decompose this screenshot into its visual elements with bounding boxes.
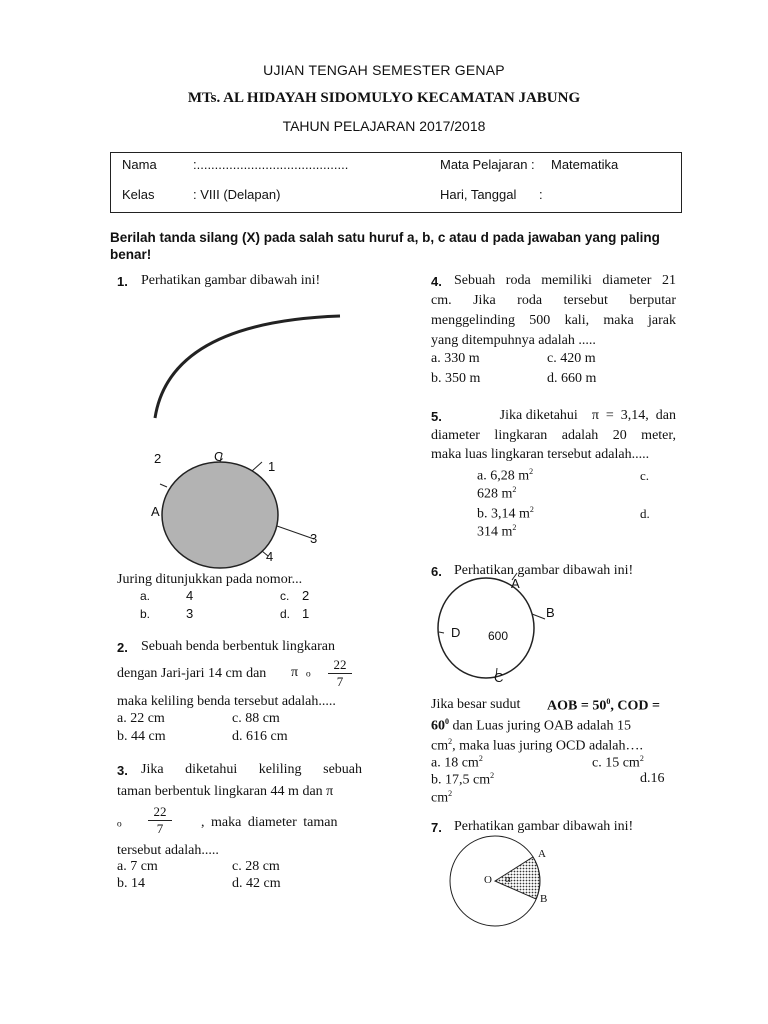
q2-frac-den: 7 — [336, 674, 344, 689]
q3-frac-num: 22 — [148, 804, 172, 821]
q1-option-c[interactable]: c. — [280, 589, 290, 603]
q5-option-c-sup: 2 — [512, 485, 517, 494]
q5-option-d-text: 314 m — [477, 524, 513, 540]
q6-option-a-text: a. 18 cm — [431, 755, 479, 771]
q1-option-d[interactable]: d. — [280, 607, 291, 621]
q7-number: 7. — [431, 820, 442, 835]
q5-line2: diameter lingkaran adalah 20 meter, — [431, 428, 676, 443]
q1-label-2: 2 — [154, 451, 162, 466]
q6-cod: , COD = — [610, 698, 660, 714]
q6-option-c-text: c. 15 cm — [592, 755, 640, 771]
hari-label: Hari, Tanggal — [440, 187, 517, 202]
q6-number: 6. — [431, 564, 442, 579]
q6-option-b-text: b. 17,5 cm — [431, 772, 491, 788]
q3-option-d[interactable]: d. 42 cm — [232, 876, 281, 891]
q1-label-1: 1 — [268, 459, 276, 474]
instruction-line2: benar! — [110, 247, 152, 262]
q6-aob: AOB = 50 — [547, 698, 607, 714]
q4-number: 4. — [431, 274, 442, 289]
q1-option-a-value[interactable]: 4 — [186, 588, 194, 603]
q2-pi: π — [291, 665, 299, 680]
q6-text: Perhatikan gambar dibawah ini! — [454, 563, 634, 578]
q1-label-a: A — [151, 504, 160, 519]
q5-option-c[interactable]: c. — [640, 468, 650, 483]
q6-label-c: C — [494, 670, 504, 685]
q6-label-d: D — [451, 625, 461, 640]
q2-option-d[interactable]: d. 616 cm — [232, 729, 288, 744]
instruction-line1: Berilah tanda silang (X) pada salah satu huruf a, b, c atau d pada jawaban yang paling — [110, 230, 660, 245]
q1-option-c-value[interactable]: 2 — [302, 588, 310, 603]
q6-line2-rest: dan Luas juring OAB adalah 15 — [449, 718, 631, 734]
q6-label-b: B — [546, 605, 555, 620]
school-name: MTs. AL HIDAYAH SIDOMULYO KECAMATAN JABUNG — [187, 90, 581, 106]
q1-option-b-value[interactable]: 3 — [186, 606, 194, 621]
q6-cod-deg: 0 — [445, 717, 449, 726]
q2-number: 2. — [117, 640, 128, 655]
q7-text: Perhatikan gambar dibawah ini! — [454, 819, 634, 834]
q3-line4: tersebut adalah..... — [117, 843, 219, 858]
q2-line1: Sebuah benda berbentuk lingkaran — [141, 639, 335, 654]
q5-number: 5. — [431, 409, 442, 424]
q1-option-a[interactable]: a. — [140, 589, 151, 603]
q6-label-angle: 600 — [488, 629, 509, 643]
q1-option-d-value[interactable]: 1 — [302, 606, 310, 621]
mapel-value: Matematika — [551, 157, 619, 172]
q1-option-b[interactable]: b. — [140, 607, 151, 621]
q3-number: 3. — [117, 763, 128, 778]
hari-field[interactable]: : — [539, 187, 543, 202]
q6-label-a: A — [511, 576, 520, 591]
q3-line3: , maka diameter taman — [201, 815, 338, 830]
q5-option-b-sup: 2 — [529, 505, 534, 514]
q6-line1-pre: Jika besar sudut — [431, 697, 521, 712]
q4-option-b[interactable]: b. 350 m — [431, 371, 481, 386]
q2-option-a[interactable]: a. 22 cm — [117, 711, 165, 726]
q3-option-a[interactable]: a. 7 cm — [117, 859, 158, 874]
q6-line3-unit: cm — [431, 738, 449, 754]
q3-option-c[interactable]: c. 28 cm — [232, 859, 280, 874]
q5-option-a-text: a. 6,28 m — [477, 468, 530, 484]
q1-label-4: 4 — [266, 549, 274, 564]
q4-line1: Sebuah roda memiliki diameter 21 — [454, 273, 676, 288]
q3-frac-den: 7 — [156, 821, 164, 836]
q6-option-d-sup: 2 — [448, 789, 453, 798]
academic-year: TAHUN PELAJARAN 2017/2018 — [282, 118, 486, 134]
q6-option-d-unit-text: cm — [431, 790, 449, 806]
q5-line1: Jika diketahui π = 3,14, dan — [499, 408, 676, 423]
nama-label: Nama — [122, 157, 157, 172]
kelas-value: : VIII (Delapan) — [193, 187, 281, 202]
kelas-label: Kelas — [122, 187, 155, 202]
q6-line3-sup: 2 — [448, 737, 453, 746]
q1-label-3: 3 — [310, 531, 318, 546]
q5-option-a-sup: 2 — [529, 467, 534, 476]
q6-option-b-sup: 2 — [490, 771, 495, 780]
q3-circle-sym: ₒ — [117, 812, 122, 829]
q2-frac-num: 22 — [328, 657, 352, 674]
q5-option-d[interactable]: d. — [640, 506, 650, 521]
q4-line4: yang ditempuhnya adalah ..... — [431, 333, 596, 348]
q6-aob-deg: 0 — [606, 697, 611, 706]
q6-option-a-sup: 2 — [478, 754, 483, 763]
q5-line3: maka luas lingkaran tersebut adalah..... — [431, 447, 650, 462]
q7-label-b: B — [540, 893, 548, 905]
q6-option-c-sup: 2 — [639, 754, 644, 763]
q1-stem: Juring ditunjukkan pada nomor... — [117, 572, 303, 587]
q7-label-a: A — [538, 848, 546, 860]
q5-option-b-text: b. 3,14 m — [477, 506, 530, 522]
q2-circle-sym: ₒ — [306, 662, 311, 679]
q5-option-d-sup: 2 — [512, 523, 517, 532]
q6-line3-rest: , maka luas juring OCD adalah…. — [452, 738, 644, 754]
q1-number: 1. — [117, 274, 128, 289]
mapel-label: Mata Pelajaran : — [440, 157, 535, 172]
q4-line2: cm. Jika roda tersebut berputar — [431, 293, 676, 308]
q4-option-d[interactable]: d. 660 m — [547, 371, 597, 386]
q2-line3: maka keliling benda tersebut adalah..... — [117, 694, 336, 709]
q4-option-c[interactable]: c. 420 m — [547, 351, 596, 366]
q1-text: Perhatikan gambar dibawah ini! — [141, 273, 321, 288]
q5-option-c-text: 628 m — [477, 486, 513, 502]
q4-option-a[interactable]: a. 330 m — [431, 351, 480, 366]
q4-line3: menggelinding 500 kali, maka jarak — [431, 313, 676, 328]
q7-label-alpha: α — [505, 873, 511, 885]
q2-option-b[interactable]: b. 44 cm — [117, 729, 166, 744]
q2-option-c[interactable]: c. 88 cm — [232, 711, 280, 726]
q3-line2: taman berbentuk lingkaran 44 m dan π — [117, 784, 334, 799]
q1-label-c: C — [214, 449, 224, 464]
exam-title: UJIAN TENGAH SEMESTER GENAP — [263, 62, 505, 78]
q2-line2: dengan Jari-jari 14 cm dan — [117, 666, 267, 681]
q3-line1: Jika diketahui keliling sebuah — [141, 762, 362, 777]
q6-cod-value: 60 — [431, 718, 445, 734]
q3-option-b[interactable]: b. 14 — [117, 876, 145, 891]
q7-label-o: O — [484, 874, 492, 886]
nama-field[interactable]: :.......................................... — [193, 157, 349, 172]
q6-option-d[interactable]: d.16 — [640, 771, 665, 786]
